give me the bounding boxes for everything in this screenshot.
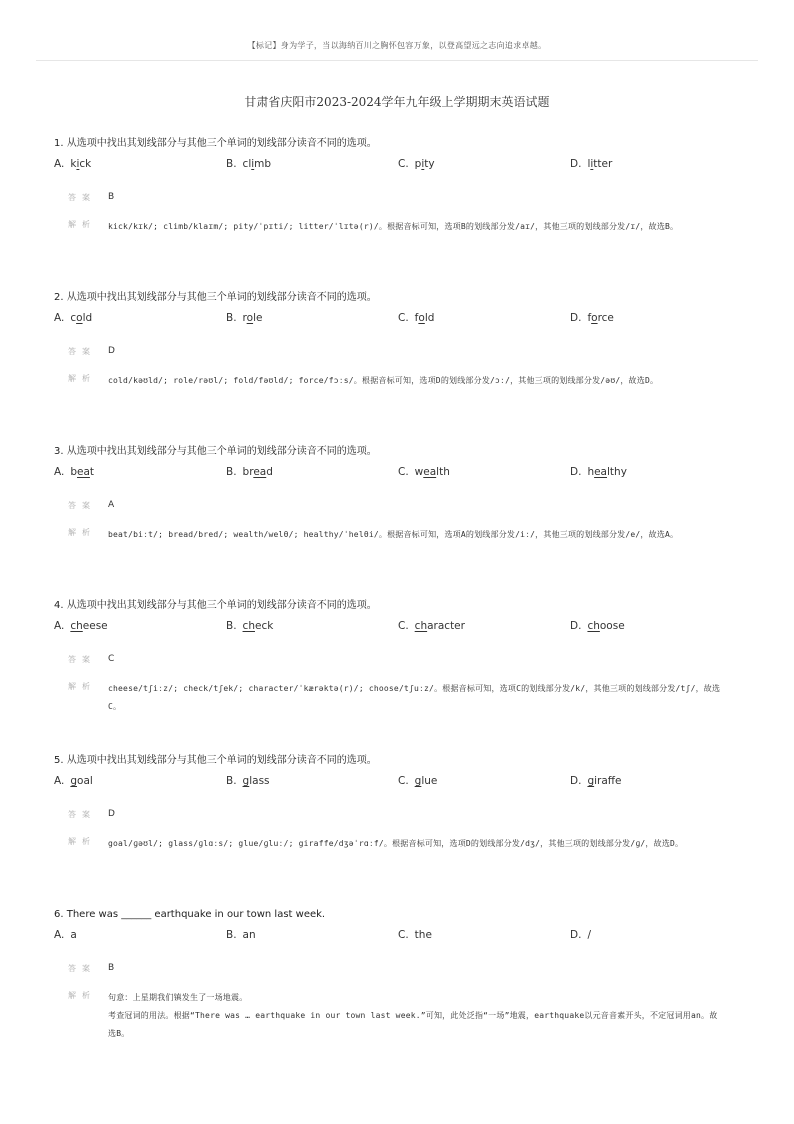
option-letter: C.	[398, 775, 409, 787]
option-b	[226, 775, 270, 787]
answer-value: C	[108, 654, 115, 664]
option-word-start: h	[587, 466, 595, 478]
option-letter: D.	[570, 158, 582, 170]
option-word-start: r	[242, 312, 247, 324]
option-underlined-part: ea	[77, 466, 90, 478]
analysis-text: kick/kɪk/; climb/klaɪm/; pity/ˈpɪti/; litter/ˈlɪtə(r)/。根据音标可知，选项B的划线部分发/aɪ/，其他三项的划线部分发/ɪ/，故选B。	[108, 222, 679, 231]
page-title: 甘肃省庆阳市2023-2024学年九年级上学期期末英语试题	[244, 95, 550, 109]
option-letter: C.	[398, 929, 409, 941]
option-letter: D.	[570, 466, 582, 478]
analysis-text: cheese/tʃiːz/; check/tʃek/; character/ˈkærəktə(r)/; choose/tʃuːz/。根据音标可知，选项C的划线部分发/k/，其他三项的划线部分发/tʃ/，故选C。	[108, 684, 721, 711]
option-word-start: k	[70, 158, 77, 170]
question-stem: 1. 从选项中找出其划线部分与其他三个单词的划线部分读音不同的选项。	[54, 138, 377, 149]
option-d	[570, 466, 627, 478]
option-letter: B.	[226, 620, 237, 632]
option-underlined-part: o	[76, 312, 83, 324]
option-word-end: lass	[249, 775, 270, 787]
option-c	[398, 620, 465, 632]
answer-value: B	[108, 192, 115, 202]
option-word-start: a	[70, 929, 77, 941]
option-a	[54, 466, 94, 478]
question-4	[54, 599, 734, 716]
option-word-end: ld	[424, 312, 435, 324]
answer-row	[54, 963, 734, 977]
option-word-start: f	[587, 312, 592, 324]
answer-value: A	[108, 500, 115, 510]
question-stem: 5. 从选项中找出其划线部分与其他三个单词的划线部分读音不同的选项。	[54, 755, 377, 766]
option-word-end: tter	[593, 158, 613, 170]
option-letter: D.	[570, 929, 582, 941]
option-letter: C.	[398, 158, 409, 170]
option-word-end: t	[89, 466, 95, 478]
option-a	[54, 775, 93, 787]
option-word-start: l	[587, 158, 591, 170]
analysis-text: 考查冠词的用法。根据“There was … earthquake in our town last week.”可知，此处泛指“一场”地震，earthquake以元音音素开头，不定冠词用an。故选B。	[108, 1011, 718, 1038]
option-letter: A.	[54, 620, 65, 632]
option-underlined-part: ch	[587, 620, 600, 632]
option-letter: B.	[226, 158, 237, 170]
analysis-label: 解析	[68, 220, 96, 229]
analysis-text: goal/ɡəʊl/; glass/ɡlɑːs/; glue/ɡluː/; giraffe/dʒəˈrɑːf/。根据音标可知，选项D的划线部分发/dʒ/，其他三项的划线部分发/ɡ/，故选D。	[108, 839, 684, 848]
option-word-end: mb	[254, 158, 272, 170]
analysis-row	[54, 218, 734, 236]
option-underlined-part: o	[591, 312, 598, 324]
answer-label: 答案	[68, 347, 96, 356]
analysis-text: 句意：上星期我们镇发生了一场地震。	[108, 993, 248, 1002]
analysis-row	[54, 835, 734, 853]
option-d	[570, 775, 621, 787]
analysis-label: 解析	[68, 682, 96, 691]
option-word-start: b	[70, 466, 78, 478]
option-underlined-part: i	[421, 158, 425, 170]
option-letter: D.	[570, 312, 582, 324]
option-letter: C.	[398, 312, 409, 324]
option-letter: D.	[570, 775, 582, 787]
option-word-end: lth	[436, 466, 450, 478]
option-letter: B.	[226, 929, 237, 941]
option-word-end: ck	[79, 158, 92, 170]
question-3	[54, 445, 734, 544]
option-b	[226, 929, 256, 941]
option-word-end: eese	[82, 620, 108, 632]
option-word-end: le	[253, 312, 263, 324]
option-b	[226, 158, 271, 170]
question-stem: 3. 从选项中找出其划线部分与其他三个单词的划线部分读音不同的选项。	[54, 446, 377, 457]
option-word-end: oose	[599, 620, 625, 632]
option-word-start: f	[414, 312, 419, 324]
option-word-start: p	[414, 158, 422, 170]
option-underlined-part: g	[242, 775, 250, 787]
option-underlined-part: ea	[253, 466, 267, 478]
option-b	[226, 620, 273, 632]
answer-value: B	[108, 963, 115, 973]
options-row	[54, 775, 734, 791]
analysis-label: 解析	[68, 991, 96, 1000]
question-stem: 4. 从选项中找出其划线部分与其他三个单词的划线部分读音不同的选项。	[54, 600, 377, 611]
option-d	[570, 620, 625, 632]
option-c	[398, 158, 435, 170]
option-b	[226, 466, 273, 478]
answer-label: 答案	[68, 964, 96, 973]
option-word-start: c	[70, 312, 77, 324]
question-6	[54, 908, 734, 1043]
option-letter: A.	[54, 312, 65, 324]
analysis-row	[54, 680, 734, 716]
option-d	[570, 312, 614, 324]
option-underlined-part: i	[76, 158, 80, 170]
question-2	[54, 291, 734, 390]
option-underlined-part: o	[418, 312, 425, 324]
option-a	[54, 929, 77, 941]
option-letter: D.	[570, 620, 582, 632]
option-word-start: br	[242, 466, 254, 478]
option-underlined-part: g	[70, 775, 78, 787]
analysis-text: beat/biːt/; bread/bred/; wealth/welθ/; healthy/ˈhelθi/。根据音标可知，选项A的划线部分发/iː/，其他三项的划线部分发/e/，故选A。	[108, 530, 679, 539]
option-word-end: lthy	[607, 466, 627, 478]
option-b	[226, 312, 262, 324]
options-row	[54, 620, 734, 636]
answer-row	[54, 654, 734, 668]
options-row	[54, 466, 734, 482]
option-a	[54, 620, 108, 632]
answer-label: 答案	[68, 501, 96, 510]
option-underlined-part: ch	[414, 620, 428, 632]
option-underlined-part: ch	[70, 620, 83, 632]
option-word-start: cl	[242, 158, 252, 170]
answer-row	[54, 346, 734, 360]
option-word-end: eck	[254, 620, 274, 632]
analysis-label: 解析	[68, 374, 96, 383]
analysis-row	[54, 526, 734, 544]
option-word-end: ty	[424, 158, 435, 170]
analysis-row	[54, 989, 734, 1043]
option-underlined-part: i	[251, 158, 255, 170]
option-underlined-part: g	[587, 775, 595, 787]
option-d	[570, 158, 612, 170]
analysis-label: 解析	[68, 837, 96, 846]
options-row	[54, 929, 734, 945]
option-underlined-part: g	[414, 775, 422, 787]
option-word-start: w	[414, 466, 424, 478]
question-stem: 2. 从选项中找出其划线部分与其他三个单词的划线部分读音不同的选项。	[54, 292, 377, 303]
option-word-start: an	[242, 929, 256, 941]
answer-value: D	[108, 346, 115, 356]
analysis-label: 解析	[68, 528, 96, 537]
options-row	[54, 158, 734, 174]
option-word-end: aracter	[427, 620, 465, 632]
option-word-end: rce	[597, 312, 614, 324]
option-underlined-part: ea	[423, 466, 437, 478]
option-letter: B.	[226, 775, 237, 787]
answer-value: D	[108, 809, 115, 819]
question-5	[54, 754, 734, 853]
option-letter: B.	[226, 466, 237, 478]
analysis-row	[54, 372, 734, 390]
option-a	[54, 158, 91, 170]
analysis-text: cold/kəʊld/; role/rəʊl/; fold/fəʊld/; force/fɔːs/。根据音标可知，选项D的划线部分发/ɔː/，其他三项的划线部分发/əʊ/，故选D。	[108, 376, 659, 385]
option-letter: A.	[54, 466, 65, 478]
answer-row	[54, 809, 734, 823]
option-word-start: /	[587, 929, 591, 941]
option-c	[398, 775, 437, 787]
header-divider	[36, 60, 758, 61]
option-letter: A.	[54, 929, 65, 941]
option-d	[570, 929, 591, 941]
option-c	[398, 466, 450, 478]
answer-row	[54, 500, 734, 514]
option-underlined-part: ea	[594, 466, 607, 478]
option-c	[398, 312, 434, 324]
option-word-end: iraffe	[594, 775, 622, 787]
option-word-start: the	[414, 929, 432, 941]
option-letter: A.	[54, 775, 65, 787]
option-word-end: d	[266, 466, 273, 478]
option-letter: C.	[398, 466, 409, 478]
option-letter: A.	[54, 158, 65, 170]
answer-label: 答案	[68, 810, 96, 819]
answer-label: 答案	[68, 655, 96, 664]
option-a	[54, 312, 92, 324]
header-motto: 【标记】身为学子，当以海纳百川之胸怀包容万象，以登高望远之志向追求卓越。	[247, 41, 547, 50]
option-underlined-part: o	[246, 312, 254, 324]
option-letter: C.	[398, 620, 409, 632]
answer-row	[54, 192, 734, 206]
option-letter: B.	[226, 312, 237, 324]
options-row	[54, 312, 734, 328]
question-stem: 6. There was ______ earthquake in our town last week.	[54, 909, 326, 920]
question-1	[54, 137, 734, 236]
option-word-end: lue	[421, 775, 438, 787]
option-underlined-part: i	[590, 158, 594, 170]
option-word-end: oal	[77, 775, 93, 787]
option-word-end: ld	[82, 312, 93, 324]
answer-label: 答案	[68, 193, 96, 202]
option-c	[398, 929, 432, 941]
option-underlined-part: ch	[242, 620, 255, 632]
